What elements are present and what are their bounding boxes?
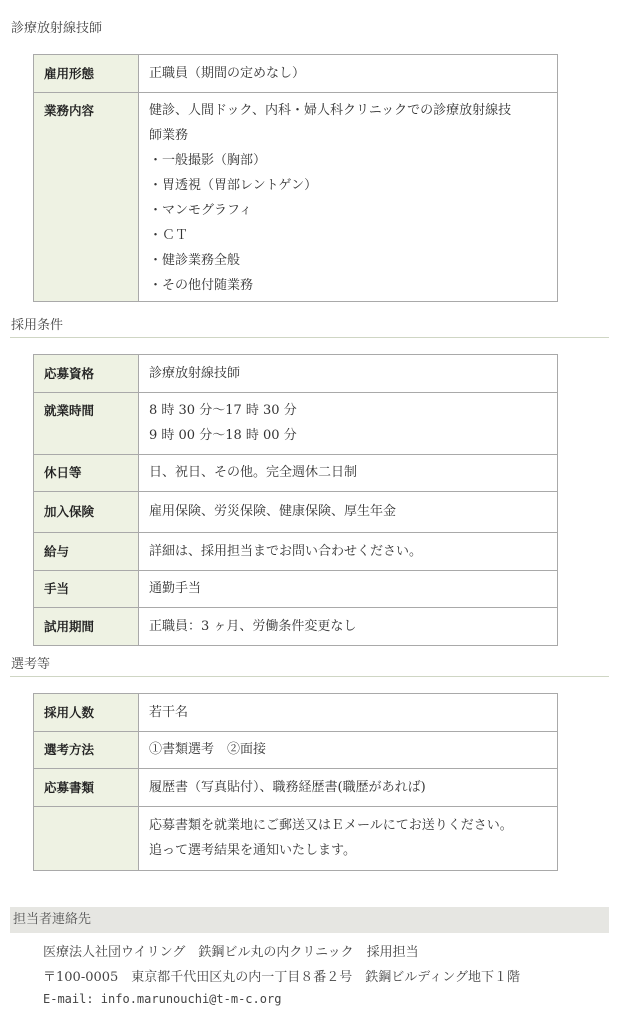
value-line: ・マンモグラフィ: [149, 203, 252, 218]
value-line: 履歴書（写真貼付）、職務経歴書(職歴があれば): [149, 780, 426, 795]
row-label: 試用期間: [34, 608, 139, 646]
divider: [10, 337, 609, 338]
row-value: [139, 732, 558, 769]
value-line: 雇用保険、労災保険、健康保険、厚生年金: [149, 504, 397, 519]
table-row: [34, 732, 558, 769]
value-line: 正職員（期間の定めなし）: [149, 66, 306, 81]
value-line: ・ＣＴ: [149, 228, 189, 243]
row-label: 採用人数: [34, 694, 139, 732]
table-row: [34, 55, 558, 93]
table-row: [34, 769, 558, 807]
row-value: [139, 694, 558, 732]
value-line: 正職員：3 ヶ月、労働条件変更なし: [149, 619, 357, 634]
row-label: 応募書類: [34, 769, 139, 807]
value-line: 通勤手当: [149, 581, 202, 596]
row-label: 就業時間: [34, 393, 139, 455]
value-line: 健診、人間ドック、内科・婦人科クリニックでの診療放射線技: [149, 103, 512, 118]
table-row: [34, 694, 558, 732]
row-label: 雇用形態: [34, 55, 139, 93]
row-label: [34, 807, 139, 871]
value-line: 応募書類を就業地にご郵送又はＥメールにてお送りください。: [149, 818, 513, 833]
job-table: [33, 54, 558, 302]
row-label: 加入保険: [34, 492, 139, 533]
conditions-heading: 採用条件: [11, 318, 64, 333]
value-line: 師業務: [149, 128, 189, 143]
value-line: 日、祝日、その他。完全週休二日制: [149, 465, 358, 480]
row-value: [139, 533, 558, 571]
table-row: [34, 807, 558, 871]
value-line: ・その他付随業務: [149, 278, 254, 293]
row-label: 手当: [34, 571, 139, 608]
selection-table: [33, 693, 558, 871]
row-value: [139, 608, 558, 646]
contact-org: 医療法人社団ウイリング 鉄鋼ビル丸の内クリニック 採用担当: [43, 945, 419, 960]
contact-address: 〒100-0005 東京都千代田区丸の内一丁目８番２号 鉄鋼ビルディング地下１階: [43, 970, 520, 985]
row-label: 選考方法: [34, 732, 139, 769]
value-line: 診療放射線技師: [149, 366, 241, 381]
row-value: [139, 492, 558, 533]
row-value: [139, 93, 558, 302]
value-line: ・健診業務全般: [149, 253, 241, 268]
row-value: [139, 455, 558, 492]
selection-heading: 選考等: [11, 657, 51, 672]
value-line: 追って選考結果を通知いたします。: [149, 843, 356, 858]
row-label: 休日等: [34, 455, 139, 492]
conditions-table: [33, 354, 558, 646]
value-line: ・一般撮影（胸部）: [149, 153, 267, 168]
table-row: [34, 571, 558, 608]
section-title: 診療放射線技師: [11, 21, 103, 36]
row-value: [139, 769, 558, 807]
row-value: [139, 571, 558, 608]
table-row: [34, 455, 558, 492]
divider: [10, 676, 609, 677]
row-value: [139, 55, 558, 93]
value-line: ①書類選考 ②面接: [149, 742, 267, 757]
table-row: [34, 393, 558, 455]
row-value: [139, 393, 558, 455]
contact-heading: 担当者連絡先: [10, 907, 609, 933]
row-label: 業務内容: [34, 93, 139, 302]
table-row: [34, 492, 558, 533]
table-row: [34, 93, 558, 302]
row-label: 給与: [34, 533, 139, 571]
row-label: 応募資格: [34, 355, 139, 393]
value-line: 詳細は、採用担当までお問い合わせください。: [149, 544, 423, 559]
value-line: ・胃透視（胃部レントゲン）: [149, 178, 318, 193]
table-row: [34, 533, 558, 571]
value-line: 若干名: [149, 705, 189, 720]
table-row: [34, 355, 558, 393]
value-line: 9 時 00 分～18 時 00 分: [149, 428, 297, 443]
row-value: [139, 807, 558, 871]
table-row: [34, 608, 558, 646]
value-line: 8 時 30 分～17 時 30 分: [149, 403, 297, 418]
row-value: [139, 355, 558, 393]
contact-email: E-mail: info.marunouchi@t-m-c.org: [43, 992, 282, 1006]
